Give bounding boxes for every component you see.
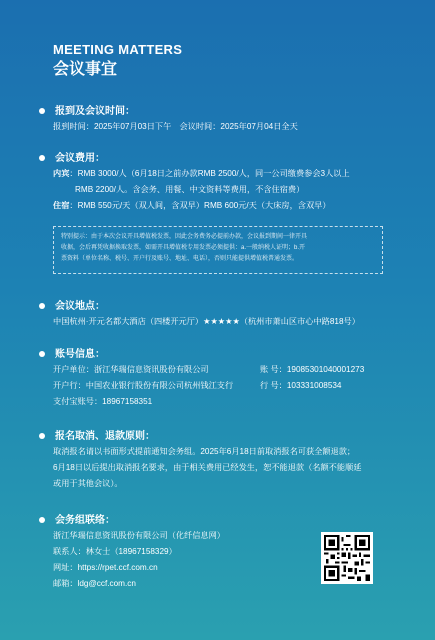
venue-address: 中国杭州·开元名都大酒店（四楼开元厅）★★★★★（杭州市萧山区市心中路818号） <box>53 317 360 326</box>
venue-section <box>53 300 413 330</box>
account-section <box>53 348 413 410</box>
fees-inner-label: 内宾 <box>53 169 70 178</box>
contact-title: 会务组联络： <box>55 515 115 526</box>
fees-section <box>53 152 413 214</box>
qr-code-icon <box>321 532 373 584</box>
cancel-line: 或用于其他会议）。 <box>53 479 123 488</box>
fees-lodging-label: 住宿 <box>53 201 70 210</box>
header-title-en: MEETING MATTERS <box>53 42 183 57</box>
bullet-icon <box>39 351 45 357</box>
bullet-icon <box>39 303 45 309</box>
account-unit: 开户单位：浙江华瑞信息资讯股份有限公司 <box>53 365 209 374</box>
notice-line: 特别提示：由于本次会议开具增值税发票，因此会务费务必提前办款，会议报到期间一律开具 <box>61 234 308 240</box>
account-alipay: 支付宝账号：18967158351 <box>53 397 153 406</box>
fees-lodging-text: ：RMB 550元/天（双人间，含双早）RMB 600元/天（大床房，含双早） <box>69 201 331 210</box>
account-bank: 开户行：中国农业银行股份有限公司杭州钱江支行 <box>53 381 234 390</box>
registration-heading <box>53 105 413 119</box>
bullet-icon <box>39 517 45 523</box>
bullet-icon <box>39 433 45 439</box>
account-bank-number: 行 号：103331008534 <box>260 381 342 390</box>
cancel-line: 取消报名请以书面形式提前通知会务组。2025年6月18日前取消报名可获全额退款； <box>53 447 356 456</box>
fees-heading <box>53 152 413 166</box>
cancel-line: 6月18日以后提出取消报名要求，由于相关费用已经发生，恕不能退款（名额不能顺延 <box>53 463 362 472</box>
bullet-icon <box>39 155 45 161</box>
account-title: 账号信息： <box>55 349 105 360</box>
qr-code-graphic <box>324 535 370 581</box>
fees-title: 会议费用： <box>55 153 105 164</box>
cancel-title: 报名取消、退款原则： <box>55 431 155 442</box>
special-notice-box <box>53 226 383 274</box>
venue-title: 会议地点： <box>55 301 105 312</box>
header-title-cn: 会议事宜 <box>53 61 118 78</box>
registration-section <box>53 105 413 135</box>
contact-person: 联系人：林女士（18967158329） <box>53 547 177 556</box>
cancel-heading <box>53 430 413 444</box>
registration-title: 报到及会议时间： <box>55 106 135 117</box>
notice-line: 票资料（单位名称、税号、开户行及账号、地址、电话），否则只能提供增值税普通发票。 <box>61 256 299 262</box>
contact-email[interactable]: 邮箱：ldg@ccf.com.cn <box>53 579 136 588</box>
contact-company: 浙江华瑞信息资讯股份有限公司（化纤信息网） <box>53 531 225 540</box>
cancel-section <box>53 430 413 492</box>
registration-time: 报到时间：2025年07月03日下午 会议时间：2025年07月04日全天 <box>53 122 298 131</box>
bullet-icon <box>39 108 45 114</box>
notice-line: 收据，会后再凭收据换取发票，如需开具增值税专用发票必须提供：a.一般纳税人证明；b.开 <box>61 245 306 251</box>
fees-lodging <box>53 198 413 214</box>
fees-inner <box>53 166 413 182</box>
fees-inner-text2: RMB 2200/人。含会务、用餐、中文资料等费用，不含住宿费） <box>75 185 305 194</box>
contact-website[interactable]: 网址：https://rpet.ccf.com.cn <box>53 563 158 572</box>
contact-heading <box>53 514 413 528</box>
header <box>53 42 403 81</box>
venue-heading <box>53 300 413 314</box>
account-heading <box>53 348 413 362</box>
fees-inner-text1: ：RMB 3000/人（6月18日之前办款RMB 2500/人，同一公司缴费参会3人以上 <box>69 169 350 178</box>
account-number: 账 号：19085301040001273 <box>260 365 365 374</box>
